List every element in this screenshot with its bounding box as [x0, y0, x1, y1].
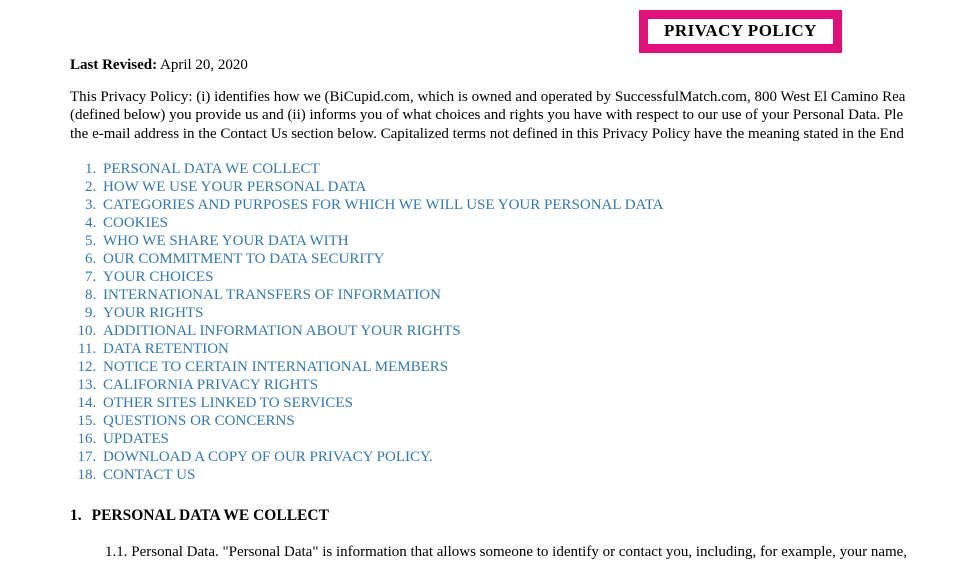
toc-link-personal-data-we-collect[interactable]: 1. PERSONAL DATA WE COLLECT	[100, 160, 664, 178]
toc-link-additional-information-about-your-rights[interactable]: 10. ADDITIONAL INFORMATION ABOUT YOUR RIGHTS	[100, 322, 664, 340]
toc-link-cookies[interactable]: 4. COOKIES	[100, 214, 664, 232]
page-title-box	[639, 10, 842, 53]
toc-link-your-choices[interactable]: 7. YOUR CHOICES	[100, 268, 664, 286]
toc-link-your-rights[interactable]: 9. YOUR RIGHTS	[100, 304, 664, 322]
intro-line: the e-mail address in the Contact Us section below. Capitalized terms not defined in this Privacy Policy have the meaning stated in the End	[70, 125, 904, 142]
toc-link-data-retention[interactable]: 11. DATA RETENTION	[100, 340, 664, 358]
toc-link-contact-us[interactable]: 18. CONTACT US	[100, 466, 664, 484]
section-heading	[70, 506, 329, 525]
toc-link-how-we-use-your-personal-data[interactable]: 2. HOW WE USE YOUR PERSONAL DATA	[100, 178, 664, 196]
toc-link-download-a-copy[interactable]: 17. DOWNLOAD A COPY OF OUR PRIVACY POLICY.	[100, 448, 664, 466]
toc-link-notice-to-certain-international-members[interactable]: 12. NOTICE TO CERTAIN INTERNATIONAL MEMBERS	[100, 358, 664, 376]
toc-link-international-transfers[interactable]: 8. INTERNATIONAL TRANSFERS OF INFORMATION	[100, 286, 664, 304]
toc-link-california-privacy-rights[interactable]: 13. CALIFORNIA PRIVACY RIGHTS	[100, 376, 664, 394]
toc-link-categories-and-purposes[interactable]: 3. CATEGORIES AND PURPOSES FOR WHICH WE WILL USE YOUR PERSONAL DATA	[100, 196, 664, 214]
toc-link-who-we-share-your-data-with[interactable]: 5. WHO WE SHARE YOUR DATA WITH	[100, 232, 664, 250]
intro-line: (defined below) you provide us and (ii) informs you of what choices and rights you have with respect to our use of your Personal Data. Ple	[70, 107, 904, 124]
last-revised-line	[70, 56, 248, 74]
page-title: PRIVACY POLICY	[664, 21, 817, 40]
last-revised-label: Last Revised:	[70, 57, 158, 73]
section-body-partial: 1.1. Personal Data. "Personal Data" is information that allows someone to identify or contact you, including, for example, your name,	[105, 544, 908, 560]
intro-paragraph	[70, 88, 905, 143]
toc-link-our-commitment-to-data-security[interactable]: 6. OUR COMMITMENT TO DATA SECURITY	[100, 250, 664, 268]
section-title: PERSONAL DATA WE COLLECT	[91, 507, 329, 524]
section-number: 1.	[70, 507, 82, 524]
toc-link-updates[interactable]: 16. UPDATES	[100, 430, 664, 448]
toc-link-other-sites-linked-to-services[interactable]: 14. OTHER SITES LINKED TO SERVICES	[100, 394, 664, 412]
intro-line: This Privacy Policy: (i) identifies how we (BiCupid.com, which is owned and operated by SuccessfulMatch.com, 800 West El Camino Rea	[70, 89, 906, 105]
toc-link-questions-or-concerns[interactable]: 15. QUESTIONS OR CONCERNS	[100, 412, 664, 430]
last-revised-date: April 20, 2020	[160, 57, 248, 73]
table-of-contents	[70, 160, 664, 484]
